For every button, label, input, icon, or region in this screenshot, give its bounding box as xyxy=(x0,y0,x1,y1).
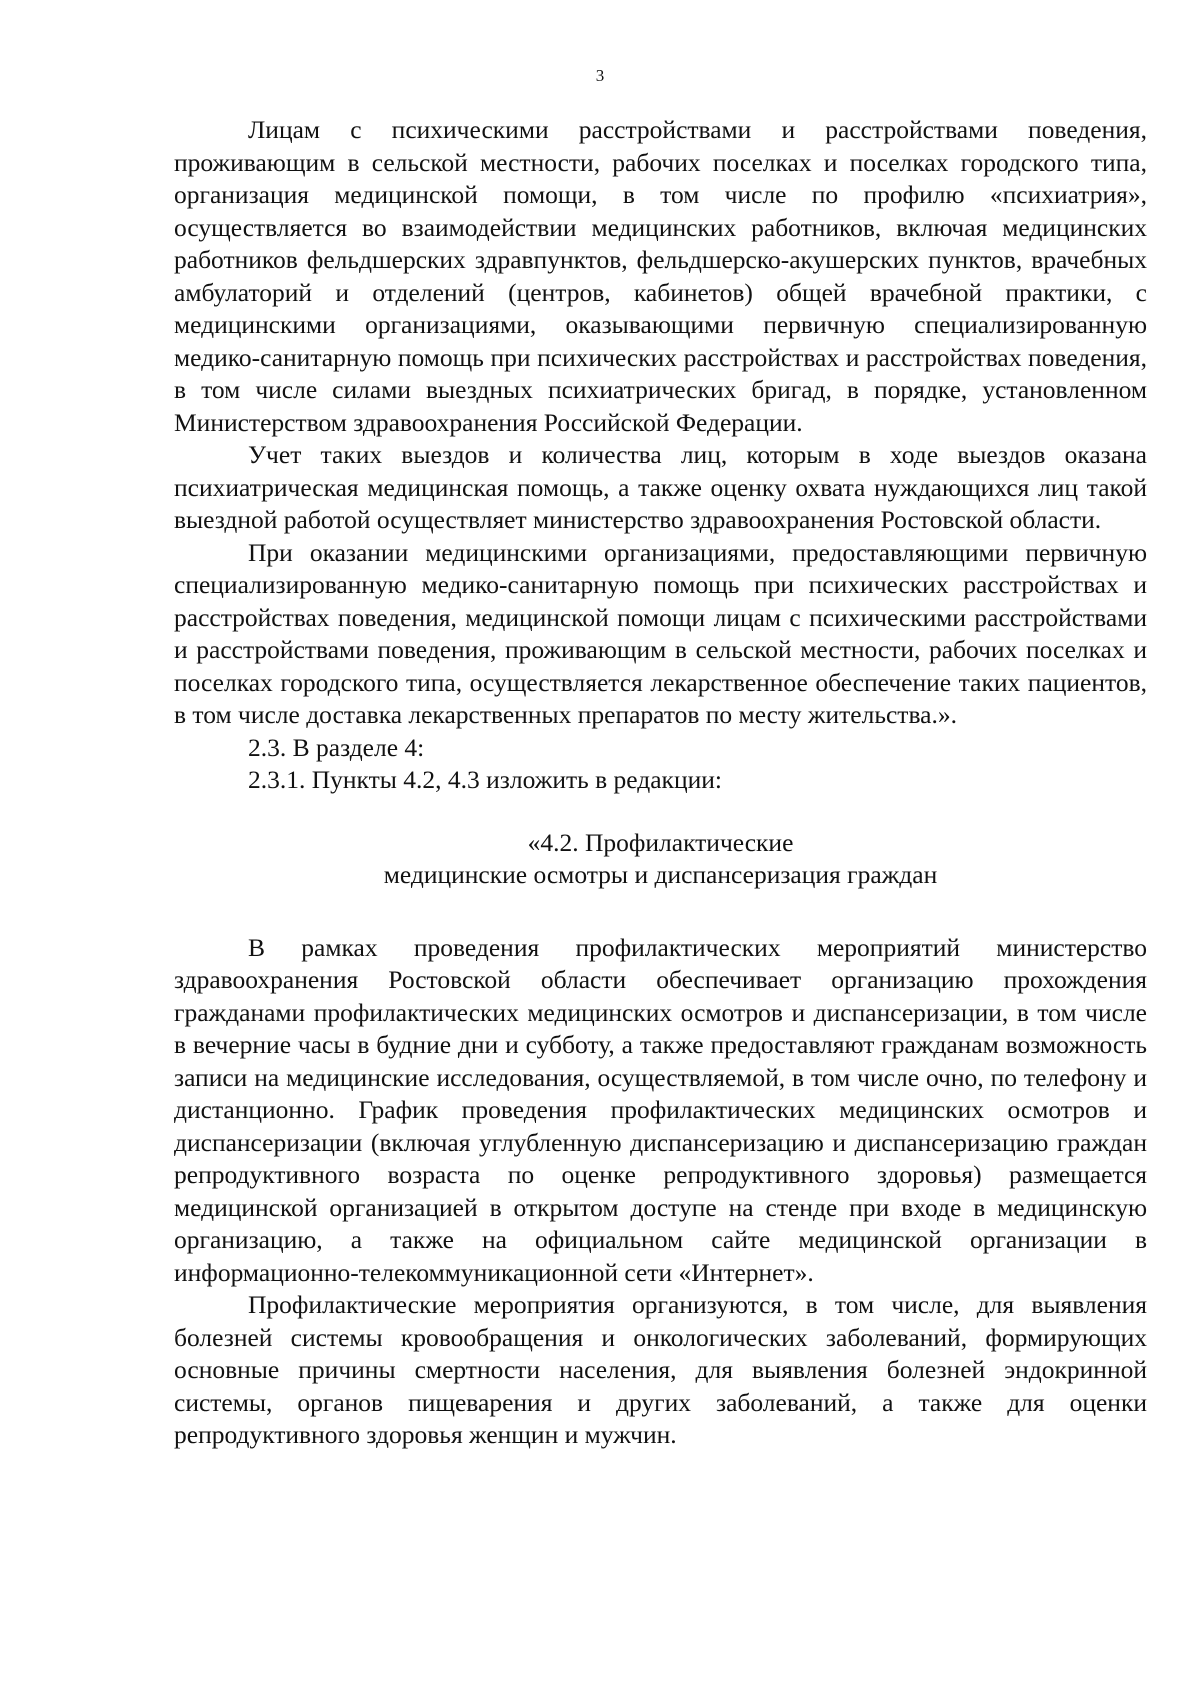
paragraph-medication-supply: При оказании медицинскими организациями, предоставляющими первичную специализированную медико-санитарную помощь при психических расстройствах и расстройствах поведения, медицинской помощи лицам с психическими расстройствами и расстройствами поведения, проживающим в сельской местности, рабочих поселках и поселках городского типа, осуществляется лекарственное обеспечение таких пациентов, в том числе доставка лекарственных препаратов по месту жительства.». xyxy=(174,537,1147,729)
paragraph-preventive-measures: В рамках проведения профилактических мероприятий министерство здравоохранения Ростовской области обеспечивает организацию прохождения гражданами профилактических медицинских осмотров и диспансеризации, в том числе в вечерние часы в будние дни и субботу, а также предоставляют гражданам возможность записи на медицинские исследования, осуществляемой, в том числе очно, по телефону и дистанционно. График проведения профилактических медицинских осмотров и диспансеризации (включая углубленную диспансеризацию и диспансеризацию граждан репродуктивного возраста по оценке репродуктивного здоровья) размещается медицинской организацией в открытом доступе на стенде при входе в медицинскую организацию, а также на официальном сайте медицинской организации в информационно-телекоммуникационной сети «Интернет». xyxy=(174,932,1147,1287)
section-heading xyxy=(174,827,1147,892)
heading-line-2: медицинские осмотры и диспансеризация граждан xyxy=(383,860,938,889)
list-item-points-4-2-4-3: 2.3.1. Пункты 4.2, 4.3 изложить в редакции: xyxy=(248,765,722,794)
paragraph-visits-accounting: Учет таких выездов и количества лиц, которым в ходе выездов оказана психиатрическая медицинская помощь, а также оценку охвата нуждающихся лиц такой выездной работой осуществляет министерство здравоохранения Ростовской области. xyxy=(174,440,1147,534)
document-body xyxy=(174,114,1147,1452)
list-item-section-4: 2.3. В разделе 4: xyxy=(248,732,425,762)
heading-line-1: «4.2. Профилактические xyxy=(527,827,794,857)
paragraph-preventive-purposes: Профилактические мероприятия организуются, в том числе, для выявления болезней системы кровообращения и онкологических заболеваний, формирующих основные причины смертности населения, для выявления болезней эндокринной системы, органов пищеварения и других заболеваний, а также для оценки репродуктивного здоровья женщин и мужчин. xyxy=(174,1290,1147,1449)
paragraph-psychiatric-care-rural: Лицам с психическими расстройствами и расстройствами поведения, проживающим в сельской местности, рабочих поселках и поселках городского типа, организация медицинской помощи, в том числе по профилю «психиатрия», осуществляется во взаимодействии медицинских работников, включая медицинских работников фельдшерских здравпунктов, фельдшерско-акушерских пунктов, врачебных амбулаторий и отделений (центров, кабинетов) общей врачебной практики, с медицинскими организациями, оказывающими первичную специализированную медико-санитарную помощь при психических расстройствах и расстройствах поведения, в том числе силами выездных психиатрических бригад, в порядке, установленном Министерством здравоохранения Российской Федерации. xyxy=(174,115,1147,437)
page-number: 3 xyxy=(595,66,605,85)
